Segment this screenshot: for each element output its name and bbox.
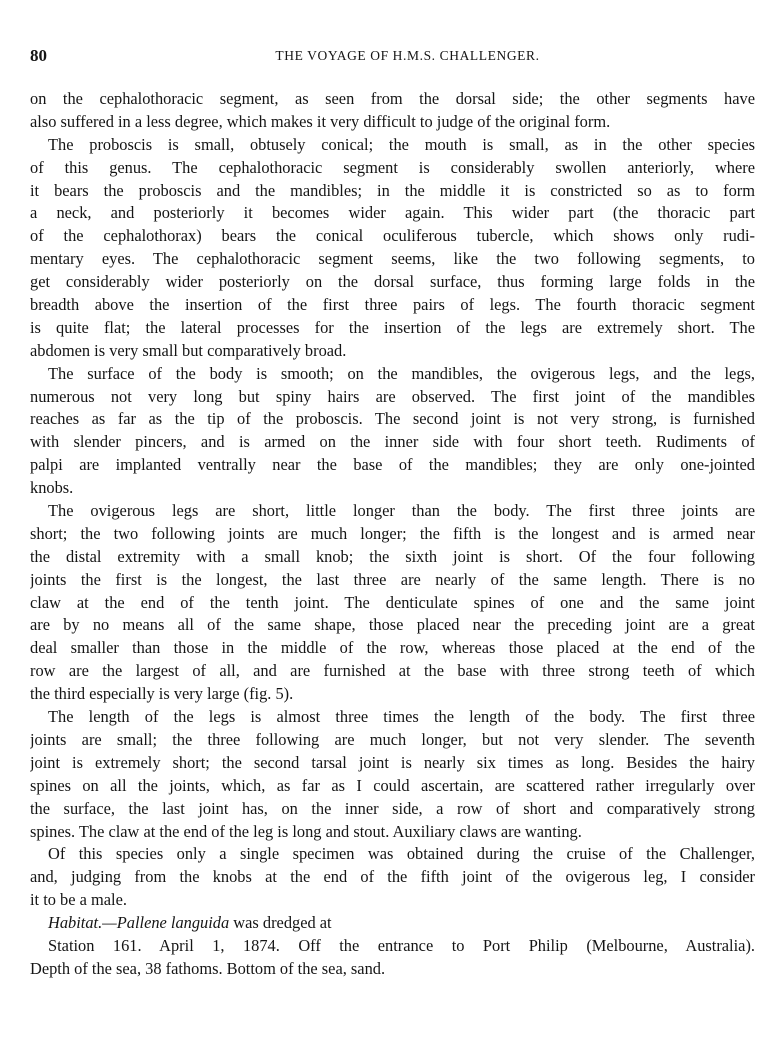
text-segment: numerous not very long but spiny hairs are observed. The first joint of the mandibles [30,386,755,406]
text-segment: was dredged at [229,913,332,933]
text-segment: deal smaller than those in the middle of the row, whereas those placed at the end of the [30,638,755,658]
text-segment: joints are small; the three following are much longer, but not very slender. The seventh [30,729,755,749]
text-segment: The length of the legs is almost three times the length of the body. The first three [48,707,755,727]
paragraph [30,88,755,134]
text-segment: it bears the proboscis and the mandibles; in the middle it is constricted so as to form [30,180,755,200]
text-segment: also suffered in a less degree, which makes it very difficult to judge of the original form. [30,111,611,131]
italic-text: Habitat.—Pallene languida [48,913,230,933]
text-line [30,294,755,317]
body-text [30,88,755,981]
text-line [30,546,755,569]
text-segment: palpi are implanted ventrally near the base of the mandibles; they are only one-jointed [30,455,755,475]
text-line [30,729,755,752]
text-line [30,225,755,248]
text-segment: of this genus. The cephalothoracic segment is considerably swollen anteriorly, where [30,157,755,177]
text-segment: The proboscis is small, obtusely conical; the mouth is small, as in the other species [48,134,755,154]
text-line [30,134,755,157]
text-line [30,477,755,500]
text-line [30,592,755,615]
text-segment: Station 161. April 1, 1874. Off the entrance to Port Philip (Melbourne, Australia). [48,935,755,955]
text-line [30,157,755,180]
text-line [30,317,755,340]
running-title: THE VOYAGE OF H.M.S. CHALLENGER. [275,48,540,63]
text-segment: Depth of the sea, 38 fathoms. Bottom of the sea, sand. [30,958,386,978]
text-line [30,340,755,363]
page-header [30,46,755,68]
text-segment: breadth above the insertion of the first three pairs of legs. The fourth thoracic segment [30,295,755,315]
text-line [30,88,755,111]
text-segment: of the cephalothorax) bears the conical oculiferous tubercle, which shows only rudi- [30,226,755,246]
text-line [30,821,755,844]
text-segment: spines on all the joints, which, as far as I could ascertain, are scattered rather irregularly over [30,775,755,795]
paragraph [30,500,755,706]
page-number: 80 [30,46,47,65]
text-line [30,843,755,866]
text-line [30,637,755,660]
text-segment: reaches as far as the tip of the proboscis. The second joint is not very strong, is furnished [30,409,755,429]
text-line [30,912,755,935]
text-segment: Of this species only a single specimen was obtained during the cruise of the Challenger, [48,844,755,864]
text-segment: mentary eyes. The cephalothoracic segment seems, like the two following segments, to [30,249,755,269]
text-segment: the distal extremity with a small knob; the sixth joint is short. Of the four following [30,546,755,566]
text-line [30,775,755,798]
text-segment: claw at the end of the tenth joint. The denticulate spines of one and the same joint [30,592,755,612]
text-line [30,889,755,912]
text-line [30,660,755,683]
text-segment: is quite flat; the lateral processes for the insertion of the legs are extremely short. The [30,317,755,337]
text-segment: The surface of the body is smooth; on the mandibles, the ovigerous legs, and the legs, [48,363,755,383]
text-line [30,248,755,271]
text-line [30,202,755,225]
text-line [30,431,755,454]
text-line [30,363,755,386]
text-segment: joints the first is the longest, the last three are nearly of the same length. There is no [30,569,755,589]
text-line [30,271,755,294]
text-segment: joint is extremely short; the second tarsal joint is nearly six times as long. Besides the hairy [30,752,755,772]
text-line [30,866,755,889]
paragraph [30,912,755,935]
paragraph [30,363,755,500]
text-line [30,180,755,203]
text-line [30,706,755,729]
text-segment: and, judging from the knobs at the end of the fifth joint of the ovigerous leg, I consider [30,867,755,887]
text-segment: abdomen is very small but comparatively broad. [30,340,347,360]
text-line [30,614,755,637]
text-line [30,111,755,134]
text-line [30,569,755,592]
text-segment: are by no means all of the same shape, those placed near the preceding joint are a great [30,615,755,635]
text-line [30,386,755,409]
text-line [30,958,755,981]
text-line [30,500,755,523]
text-segment: The ovigerous legs are short, little longer than the body. The first three joints are [48,501,755,521]
text-line [30,683,755,706]
text-segment: spines. The claw at the end of the leg is long and stout. Auxiliary claws are wanting. [30,821,582,841]
text-segment: the third especially is very large (fig. 5). [30,684,294,704]
text-line [30,454,755,477]
text-segment: get considerably wider posteriorly on the dorsal surface, thus forming large folds in the [30,272,755,292]
text-line [30,798,755,821]
text-segment: it to be a male. [30,890,127,910]
paragraph [30,706,755,843]
paragraph [30,843,755,912]
text-line [30,408,755,431]
text-line [30,935,755,958]
text-segment: row are the largest of all, and are furnished at the base with three strong teeth of which [30,661,755,681]
text-line [30,523,755,546]
text-segment: short; the two following joints are much longer; the fifth is the longest and is armed near [30,523,755,543]
text-segment: on the cephalothoracic segment, as seen from the dorsal side; the other segments have [30,89,755,108]
text-segment: with slender pincers, and is armed on the inner side with four short teeth. Rudiments of [30,432,755,452]
text-segment: the surface, the last joint has, on the inner side, a row of short and comparatively strong [30,798,755,818]
text-line [30,752,755,775]
text-segment: a neck, and posteriorly it becomes wider again. This wider part (the thoracic part [30,203,755,223]
text-segment: knobs. [30,478,74,498]
paragraph [30,134,755,363]
paragraph [30,935,755,981]
